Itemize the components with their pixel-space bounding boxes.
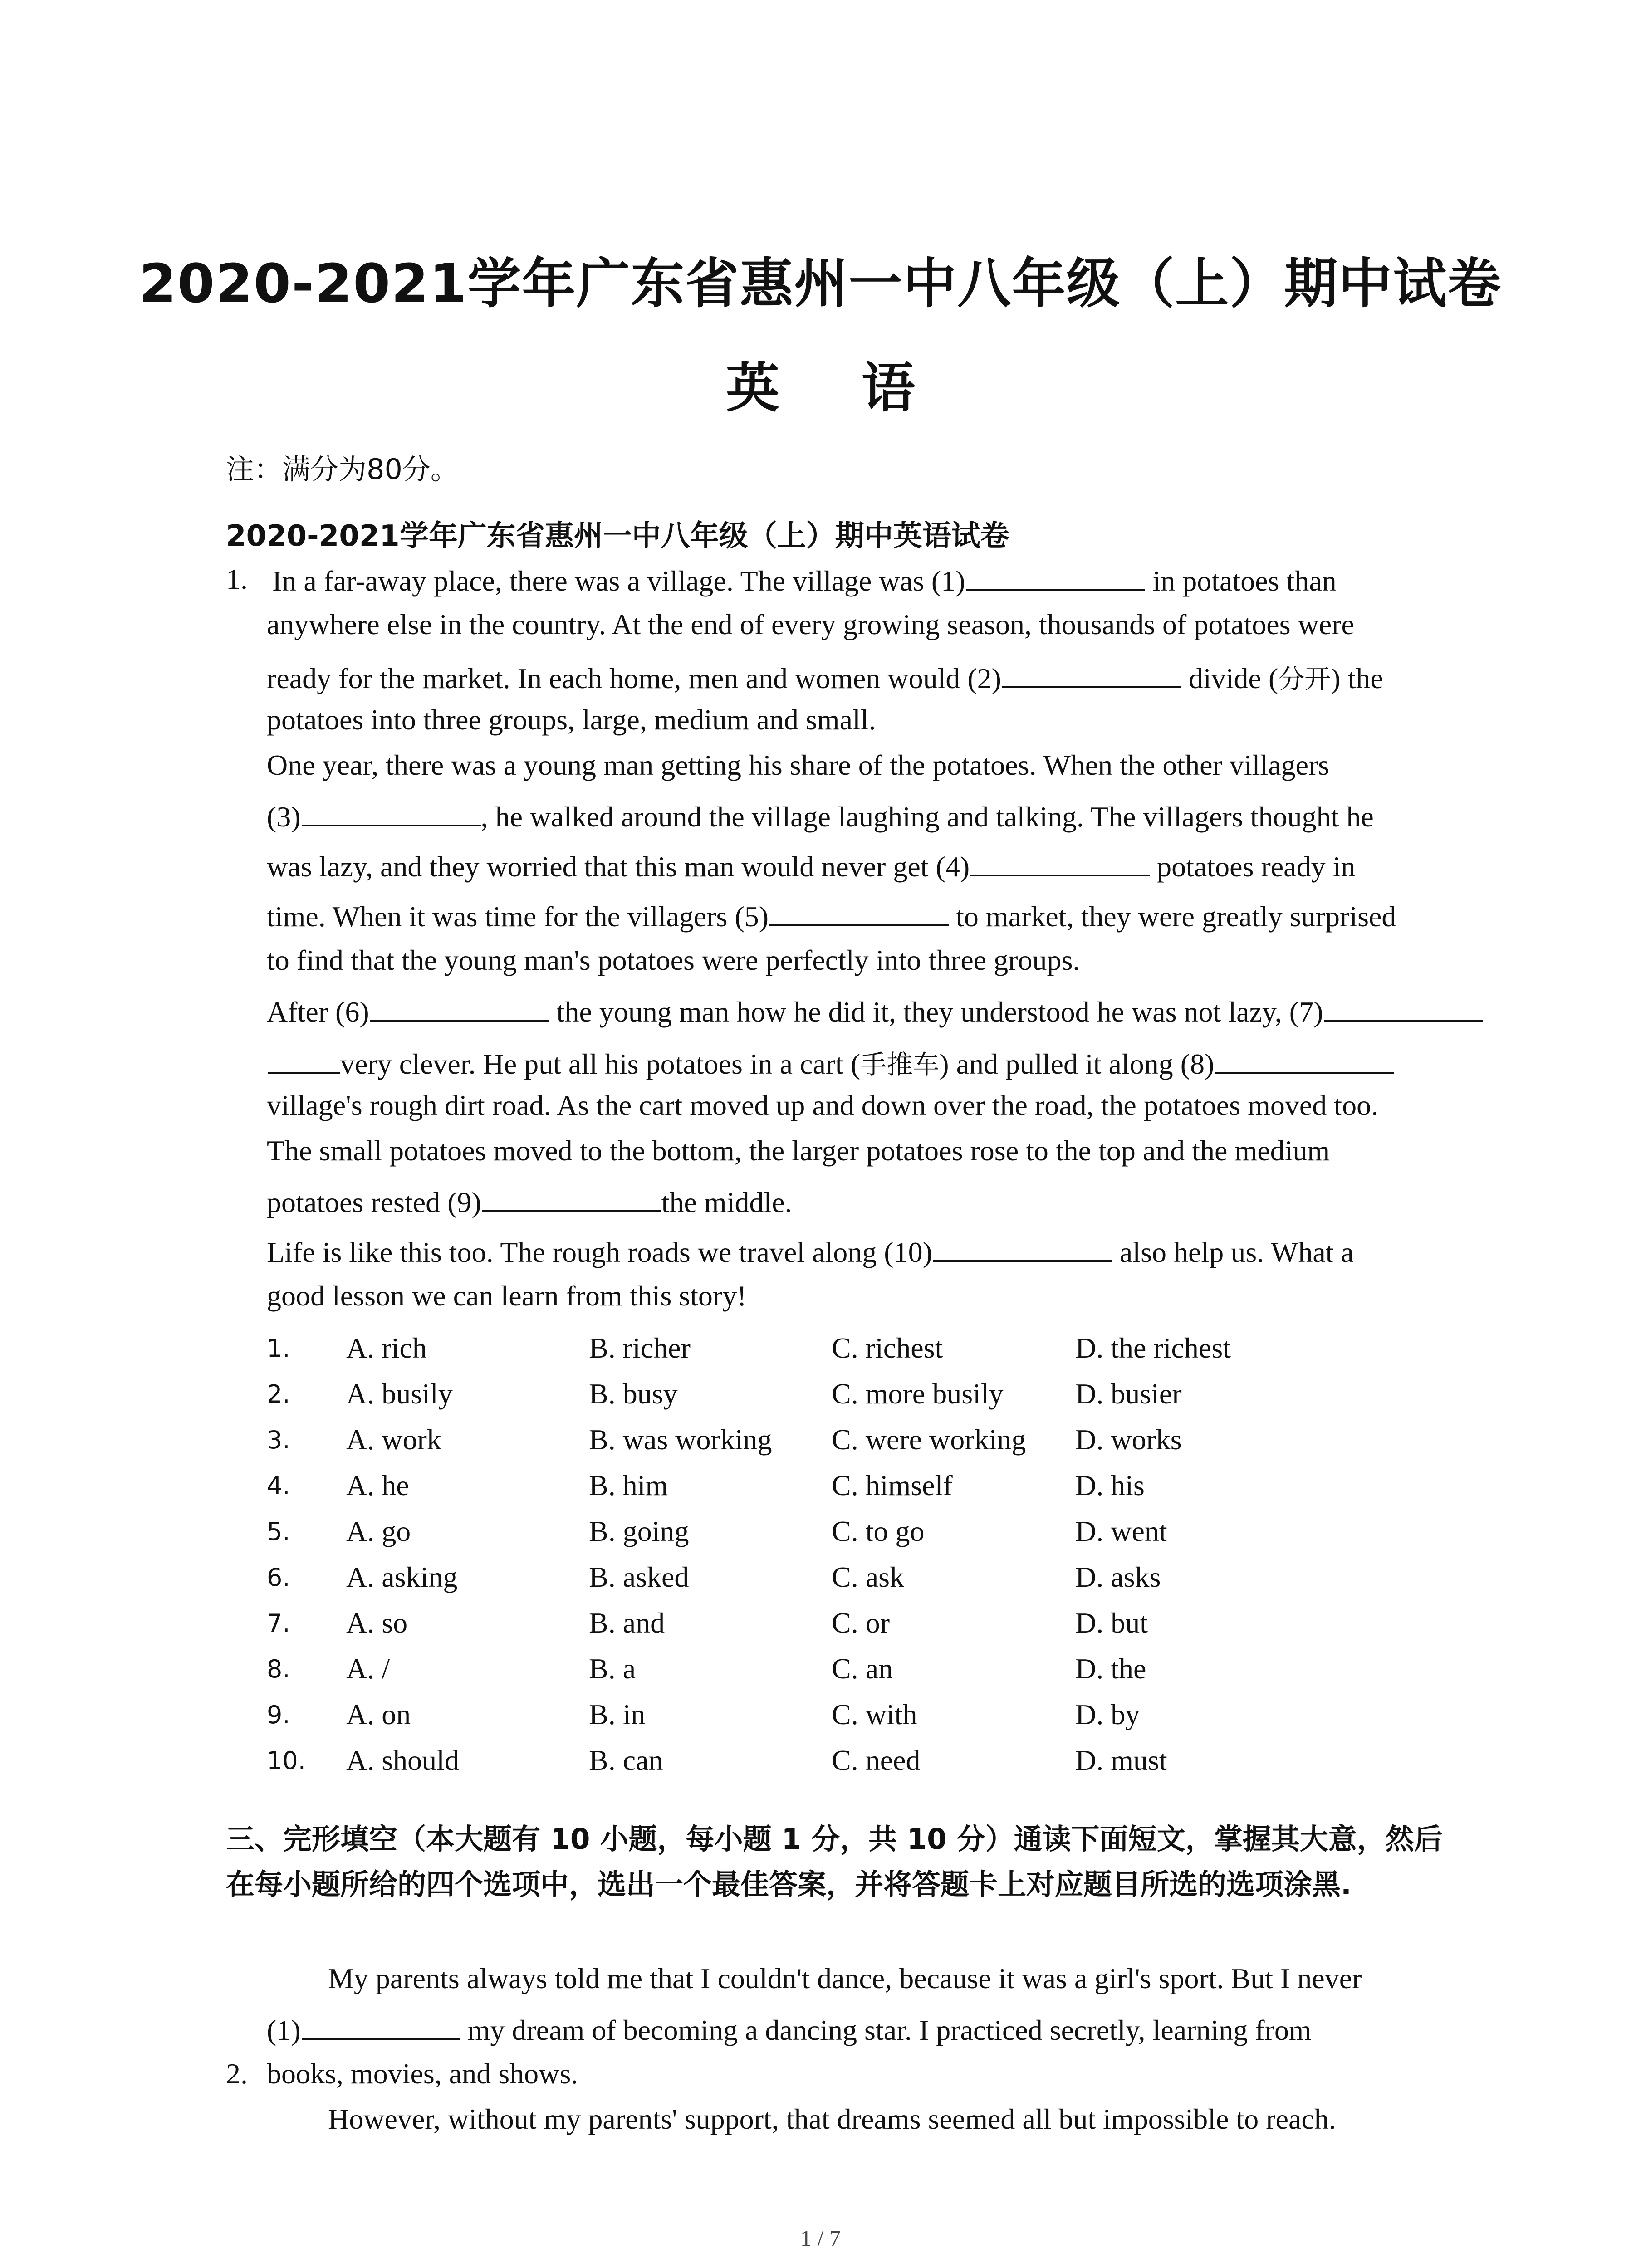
passage-line: was lazy, and they worried that this man would never get (4) potatoes ready in	[267, 848, 1355, 884]
passage-line: village's rough dirt road. As the cart moved up and down over the road, the potatoes moved too.	[267, 1089, 1379, 1121]
blank-7-cont[interactable]	[268, 1046, 340, 1074]
passage-line: very clever. He put all his potatoes in a cart (手推车) and pulled it along (8)	[267, 1043, 1394, 1081]
section-heading: 三、完形填空（本大题有 10 小题，每小题 1 分，共 10 分）通读下面短文，掌握其大意，然后在每小题所给的四个选项中，选出一个最佳答案，并将答题卡上对应题目所选的选项涂黑.	[226, 1823, 1443, 1901]
option-d[interactable]: D. his	[1075, 1469, 1145, 1501]
option-c[interactable]: C. richest	[832, 1332, 943, 1364]
option-a[interactable]: A. should	[346, 1744, 459, 1776]
option-b[interactable]: B. busy	[589, 1378, 678, 1410]
option-a[interactable]: A. /	[346, 1652, 390, 1685]
passage-line: potatoes rested (9) the middle.	[267, 1184, 792, 1219]
blank-4[interactable]	[970, 848, 1150, 876]
option-a[interactable]: A. busily	[346, 1378, 453, 1410]
passage-line: anywhere else in the country. At the end of every growing season, thousands of potatoes were	[267, 608, 1354, 640]
option-row: 3. A. work B. was working C. were working D. works	[267, 1423, 1182, 1456]
passage-line: to find that the young man's potatoes were perfectly into three groups.	[267, 944, 1080, 976]
option-d[interactable]: D. works	[1075, 1423, 1182, 1456]
passage-line: In a far-away place, there was a village. The village was (1) in potatoes than	[272, 562, 1337, 598]
passage-line: ready for the market. In each home, men and women would (2) divide (分开) the	[267, 658, 1383, 696]
option-c[interactable]: C. ask	[832, 1561, 904, 1593]
option-c[interactable]: C. need	[832, 1744, 921, 1776]
blank-2[interactable]	[1002, 660, 1181, 688]
option-row: 6. A. asking B. asked C. ask D. asks	[267, 1561, 1161, 1593]
passage-line: One year, there was a young man getting his share of the potatoes. When the other villagers	[267, 749, 1330, 781]
option-b[interactable]: B. a	[589, 1652, 636, 1685]
option-row: 8. A. / B. a C. an D. the	[267, 1652, 1146, 1685]
blank-8[interactable]	[1215, 1046, 1394, 1074]
blank-1[interactable]	[302, 2012, 460, 2040]
option-c[interactable]: C. more busily	[832, 1378, 1004, 1410]
question-number: 1.	[226, 563, 248, 595]
option-b[interactable]: B. can	[589, 1744, 663, 1776]
passage-line: Life is like this too. The rough roads we travel along (10) also help us. What a	[267, 1234, 1354, 1269]
option-row: 10. A. should B. can C. need D. must	[267, 1744, 1167, 1776]
exam-title: 2020-2021学年广东省惠州一中八年级（上）期中试卷	[139, 252, 1502, 315]
passage-line: The small potatoes moved to the bottom, the larger potatoes rose to the top and the medium	[267, 1134, 1330, 1167]
option-d[interactable]: D. the richest	[1075, 1332, 1231, 1364]
option-c[interactable]: C. an	[832, 1652, 893, 1685]
question-number: 2.	[226, 2058, 248, 2090]
option-c[interactable]: C. to go	[832, 1515, 925, 1547]
option-c[interactable]: C. himself	[832, 1469, 953, 1501]
subject-title: 英 语	[725, 357, 947, 419]
option-a[interactable]: A. he	[346, 1469, 409, 1501]
blank-9[interactable]	[482, 1184, 661, 1212]
option-d[interactable]: D. busier	[1075, 1378, 1182, 1410]
passage-line: good lesson we can learn from this story!	[267, 1280, 747, 1312]
passage-line: (1) my dream of becoming a dancing star. I practiced secretly, learning from	[267, 2012, 1312, 2047]
option-b[interactable]: B. going	[589, 1515, 689, 1547]
exam-subtitle: 2020-2021学年广东省惠州一中八年级（上）期中英语试卷	[226, 519, 1009, 553]
page-number: 1 / 7	[800, 2225, 841, 2251]
option-row: 1. A. rich B. richer C. richest D. the richest	[267, 1332, 1231, 1364]
option-d[interactable]: D. by	[1075, 1698, 1140, 1730]
option-row: 5. A. go B. going C. to go D. went	[267, 1515, 1167, 1547]
option-c[interactable]: C. were working	[832, 1423, 1026, 1456]
option-c[interactable]: C. with	[832, 1698, 917, 1730]
option-a[interactable]: A. rich	[346, 1332, 427, 1364]
option-a[interactable]: A. asking	[346, 1561, 458, 1593]
blank-5[interactable]	[769, 898, 949, 926]
passage-line: (3) , he walked around the village laughing and talking. The villagers thought he	[267, 798, 1374, 834]
blank-3[interactable]	[302, 798, 481, 826]
option-row: 4. A. he B. him C. himself D. his	[267, 1469, 1145, 1501]
option-a[interactable]: A. so	[346, 1607, 408, 1639]
option-a[interactable]: A. go	[346, 1515, 411, 1547]
passage-line: potatoes into three groups, large, medium and small.	[267, 704, 876, 736]
passage-line: However, without my parents' support, that dreams seemed all but impossible to reach.	[328, 2103, 1336, 2135]
option-d[interactable]: D. the	[1075, 1652, 1146, 1685]
option-b[interactable]: B. him	[589, 1469, 668, 1501]
blank-10[interactable]	[933, 1234, 1112, 1262]
option-b[interactable]: B. and	[589, 1607, 665, 1639]
option-row: 2. A. busily B. busy C. more busily D. busier	[267, 1378, 1182, 1410]
option-b[interactable]: B. asked	[589, 1561, 689, 1593]
option-b[interactable]: B. richer	[589, 1332, 691, 1364]
blank-1[interactable]	[966, 562, 1145, 591]
option-row: 9. A. on B. in C. with D. by	[267, 1698, 1140, 1730]
option-c[interactable]: C. or	[832, 1607, 890, 1639]
option-d[interactable]: D. went	[1075, 1515, 1167, 1547]
passage-line: time. When it was time for the villagers (5) to market, they were greatly surprised	[267, 898, 1396, 934]
score-note: 注：满分为80分。	[226, 453, 459, 486]
option-b[interactable]: B. was working	[589, 1423, 772, 1456]
blank-6[interactable]	[370, 993, 549, 1022]
blank-7[interactable]	[1324, 993, 1483, 1022]
passage-line: My parents always told me that I couldn't dance, because it was a girl's sport. But I never	[328, 1962, 1362, 1994]
option-b[interactable]: B. in	[589, 1698, 646, 1730]
passage-line: After (6) the young man how he did it, they understood he was not lazy, (7)	[267, 993, 1483, 1029]
option-a[interactable]: A. work	[346, 1423, 441, 1456]
option-d[interactable]: D. but	[1075, 1607, 1148, 1639]
option-d[interactable]: D. must	[1075, 1744, 1167, 1776]
option-d[interactable]: D. asks	[1075, 1561, 1161, 1593]
option-a[interactable]: A. on	[346, 1698, 411, 1730]
passage-line: books, movies, and shows.	[267, 2058, 578, 2090]
option-row: 7. A. so B. and C. or D. but	[267, 1607, 1148, 1639]
